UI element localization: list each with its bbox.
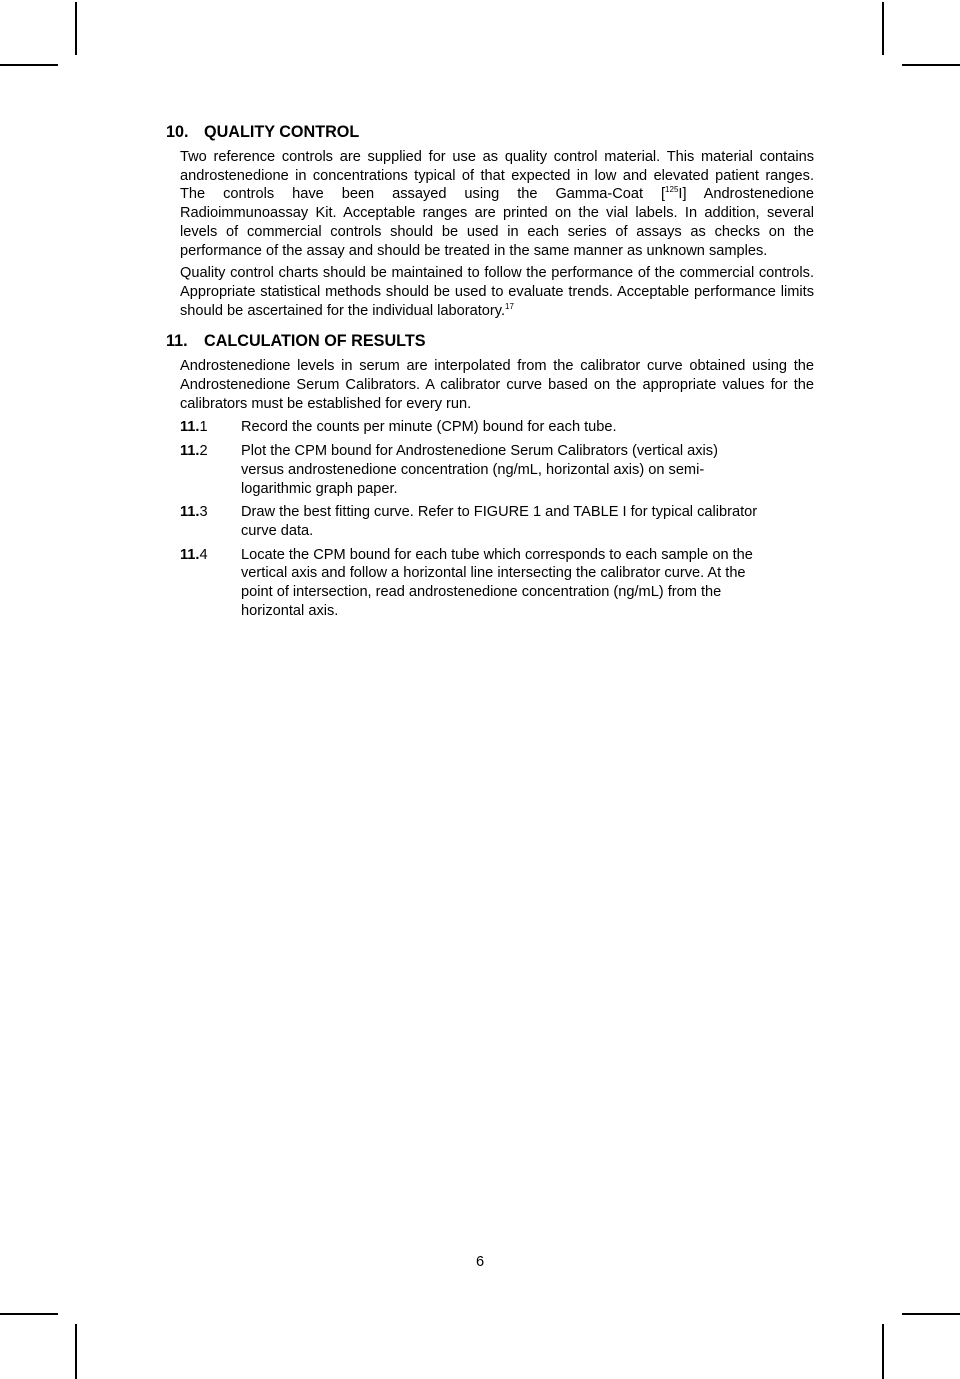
page-number: 6 [475, 1254, 485, 1270]
step-number: 11.3 [180, 504, 208, 521]
section-10-number: 10. [166, 123, 189, 141]
qc-para1-text-a: Two reference controls are supplied for use as quality control material. This material contains androstenedione in concentrations typical of that expected in low and elevated patient ranges. The controls have been assayed using the Gamma-Coat [ [180, 149, 814, 203]
section-11-title: CALCULATION OF RESULTS [204, 332, 426, 351]
document-body [166, 122, 814, 620]
section-10-title: QUALITY CONTROL [204, 123, 360, 141]
step-number: 11.2 [180, 443, 208, 460]
quality-control-paragraph-2 [180, 264, 814, 320]
crop-mark-bottom-left-horizontal [0, 1313, 58, 1315]
crop-mark-bottom-right-horizontal [902, 1313, 960, 1315]
step-11-1 [180, 418, 814, 437]
step-11-3 [180, 503, 814, 540]
qc-para2-text: Quality control charts should be maintained to follow the performance of the commercial controls. Appropriate statistical methods should be used to evaluate trends. Acceptable performance limits should be ascertained for the individual laboratory. [180, 265, 814, 319]
step-number: 11.1 [180, 419, 208, 436]
crop-mark-bottom-left-vertical [75, 1324, 77, 1379]
crop-mark-bottom-right-vertical [882, 1324, 884, 1379]
step-text: Locate the CPM bound for each tube which corresponds to each sample on the vertical axis and follow a horizontal line intersecting the calibrator curve. At the point of intersection, read androstenedione concentration (ng/mL) from the horizontal axis. [241, 546, 753, 619]
reference-superscript: 17 [505, 301, 514, 311]
crop-mark-top-right-vertical [882, 2, 884, 55]
crop-mark-top-left-horizontal [0, 64, 58, 66]
iodine-superscript: 125 [665, 185, 679, 195]
section-10-heading [166, 122, 814, 142]
step-text: Draw the best fitting curve. Refer to FIGURE 1 and TABLE I for typical calibrator curve data. [241, 504, 758, 539]
section-11-heading [166, 331, 814, 351]
qc-para1-text-b: I] Androstenedione Radioimmunoassay Kit. Acceptable ranges are printed on the vial labels. In addition, several levels of commercial controls should be used in each series of assays as checks on the performance of the assay and should be treated in the same manner as unknown samples. [180, 186, 814, 259]
calculation-intro: Androstenedione levels in serum are interpolated from the calibrator curve obtained using the Androstenedione Serum Calibrators. A calibrator curve based on the appropriate values for the calibrators must be established for every run. [180, 358, 814, 412]
step-11-2 [180, 442, 814, 498]
quality-control-paragraph-1 [180, 148, 814, 260]
crop-mark-top-left-vertical [75, 2, 77, 55]
step-number: 11.4 [180, 546, 208, 563]
step-text: Record the counts per minute (CPM) bound for each tube. [241, 419, 617, 436]
step-text: Plot the CPM bound for Androstenedione Serum Calibrators (vertical axis) versus androstenedione concentration (ng/mL, horizontal axis) on semi-logarithmic graph paper. [241, 443, 718, 497]
section-11-number: 11. [166, 332, 188, 351]
crop-mark-top-right-horizontal [902, 64, 960, 66]
step-11-4 [180, 546, 814, 621]
